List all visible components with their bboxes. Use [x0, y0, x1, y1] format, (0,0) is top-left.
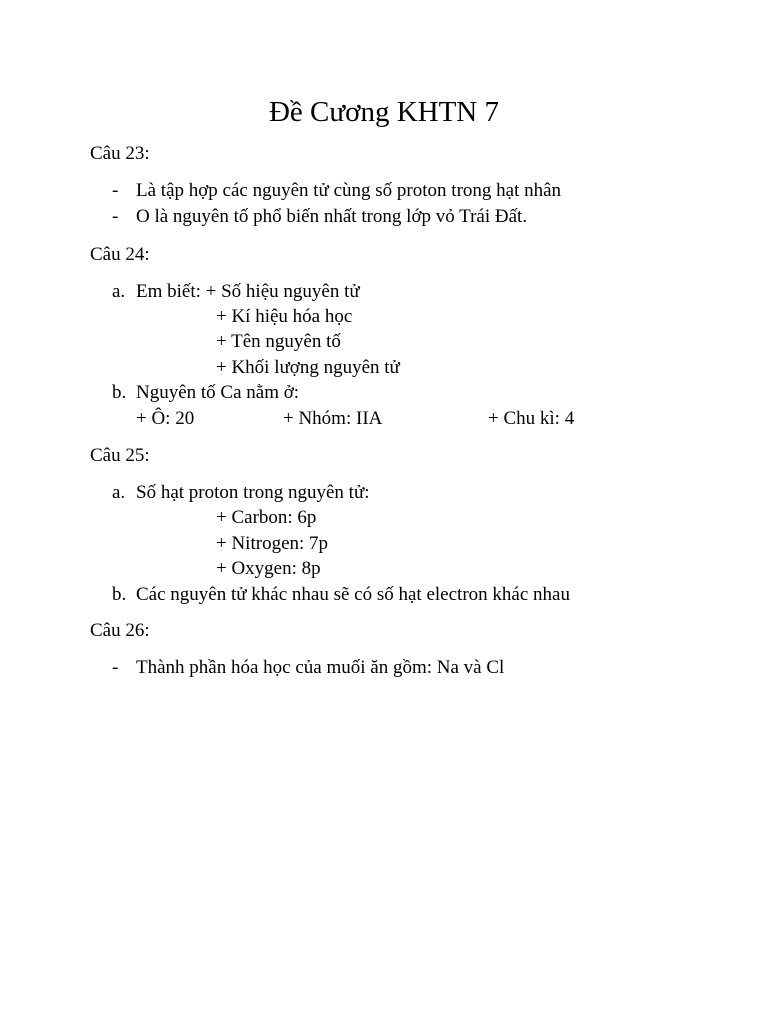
list-item-marker: a. [112, 482, 126, 503]
list-item-text: Em biết: + Số hiệu nguyên tử [136, 281, 360, 302]
page-title: Đề Cương KHTN 7 [268, 96, 499, 128]
list-item-marker: - [112, 180, 119, 201]
list-item-text: O là nguyên tố phổ biến nhất trong lớp vỏ Trái Đất. [136, 206, 528, 227]
element-position-group: + Nhóm: IIA [283, 408, 383, 429]
list-item-text: Là tập hợp các nguyên tử cùng số proton trong hạt nhân [136, 180, 562, 201]
question-heading-23: Câu 23: [90, 143, 150, 164]
question-heading-26: Câu 26: [90, 620, 150, 641]
element-position-period-cell: + Ô: 20 [136, 408, 195, 429]
list-item-text: Thành phần hóa học của muối ăn gồm: Na và Cl [136, 657, 505, 678]
list-item-marker: a. [112, 281, 126, 302]
list-item-text: Các nguyên tử khác nhau sẽ có số hạt electron khác nhau [136, 584, 570, 605]
sub-item: + Oxygen: 8p [216, 558, 321, 579]
list-item-text: Số hạt proton trong nguyên tử: [136, 482, 370, 503]
sub-item: + Khối lượng nguyên tử [216, 357, 400, 378]
sub-item: + Tên nguyên tố [216, 331, 341, 352]
sub-item: + Carbon: 6p [216, 507, 317, 528]
list-item-marker: - [112, 657, 119, 678]
sub-item: + Nitrogen: 7p [216, 533, 329, 554]
question-heading-25: Câu 25: [90, 445, 150, 466]
sub-item: + Kí hiệu hóa học [216, 306, 353, 327]
list-item-marker: b. [112, 584, 127, 605]
question-heading-24: Câu 24: [90, 244, 150, 265]
list-item-text: Nguyên tố Ca nằm ở: [136, 382, 300, 403]
element-position-period: + Chu kì: 4 [488, 408, 575, 429]
list-item-marker: b. [112, 382, 127, 403]
list-item-marker: - [112, 206, 119, 227]
